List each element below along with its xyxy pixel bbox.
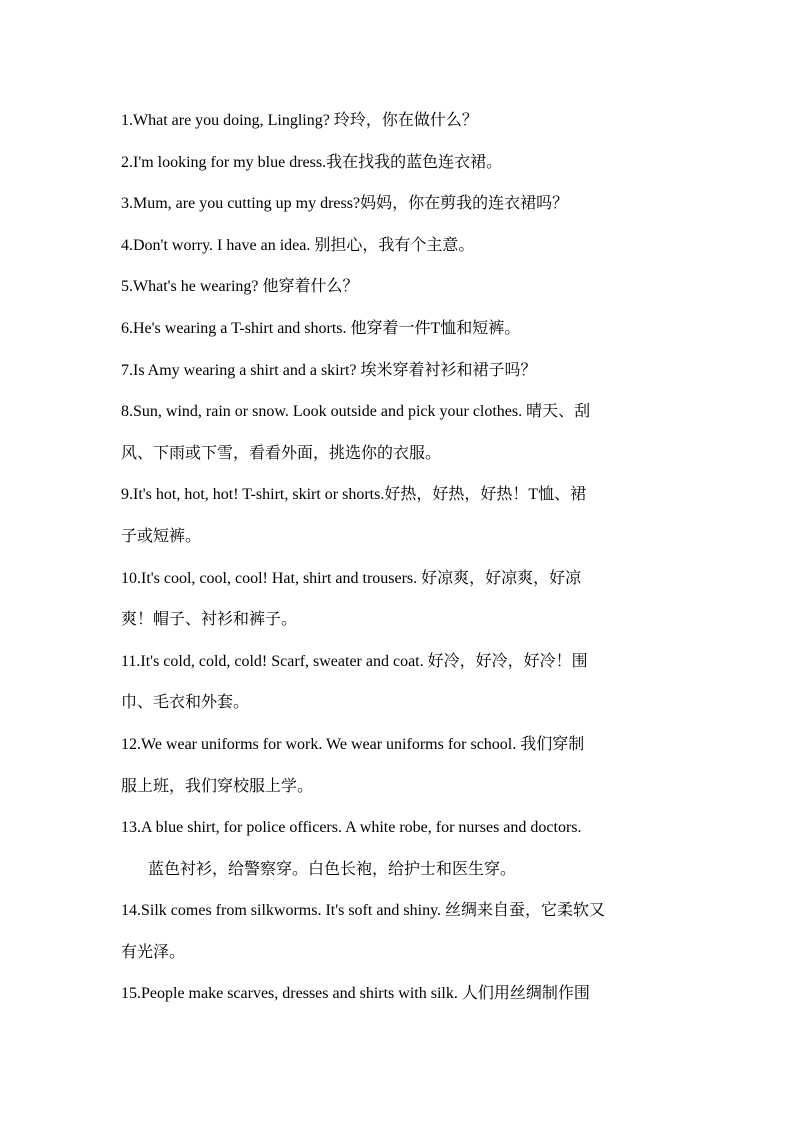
sentence-12-line-1: 12.We wear uniforms for work. We wear uniforms for school. 我们穿制: [121, 735, 585, 753]
sentence-10-line-1: 10.It's cool, cool, cool! Hat, shirt and trousers. 好凉爽，好凉爽，好凉: [121, 569, 582, 587]
sentence-13-line-2: 蓝色衬衫，给警察穿。白色长袍，给护士和医生穿。: [148, 860, 517, 878]
sentence-8-line-1: 8.Sun, wind, rain or snow. Look outside and pick your clothes. 晴天、刮: [121, 403, 591, 421]
sentence-12-line-2: 服上班，我们穿校服上学。: [121, 777, 314, 795]
sentence-11-line-1: 11.It's cold, cold, cold! Scarf, sweater and coat. 好冷，好冷，好冷！围: [121, 652, 588, 670]
sentence-9-line-1: 9.It's hot, hot, hot! T-shirt, skirt or shorts.好热，好热，好热！T恤、裙: [121, 486, 587, 504]
sentence-3: 3.Mum, are you cutting up my dress?妈妈，你在剪我的连衣裙吗？: [121, 195, 569, 213]
sentence-4: 4.Don't worry. I have an idea. 别担心，我有个主意。: [121, 236, 475, 254]
sentence-7: 7.Is Amy wearing a shirt and a skirt? 埃米穿着衬衫和裙子吗？: [121, 361, 537, 379]
sentence-10-line-2: 爽！帽子、衬衫和裤子。: [121, 611, 298, 629]
sentence-11-line-2: 巾、毛衣和外套。: [121, 694, 250, 712]
sentence-15-line-1: 15.People make scarves, dresses and shirts with silk. 人们用丝绸制作围: [121, 985, 590, 1003]
sentence-14-line-1: 14.Silk comes from silkworms. It's soft and shiny. 丝绸来自蚕，它柔软又: [121, 902, 606, 920]
sentence-13-line-1: 13.A blue shirt, for police officers. A white robe, for nurses and doctors.: [121, 819, 582, 837]
sentence-5: 5.What's he wearing? 他穿着什么？: [121, 278, 359, 296]
sentence-6: 6.He's wearing a T-shirt and shorts. 他穿着一件T恤和短裤。: [121, 319, 521, 337]
sentence-9-line-2: 子或短裤。: [121, 527, 202, 545]
sentence-14-line-2: 有光泽。: [121, 943, 186, 961]
document-page: [121, 100, 677, 1015]
sentence-2: 2.I'm looking for my blue dress.我在找我的蓝色连衣裙。: [121, 153, 503, 171]
sentence-8-line-2: 风、下雨或下雪，看看外面，挑选你的衣服。: [121, 444, 442, 462]
sentence-1: 1.What are you doing, Lingling? 玲玲，你在做什么？: [121, 112, 478, 129]
